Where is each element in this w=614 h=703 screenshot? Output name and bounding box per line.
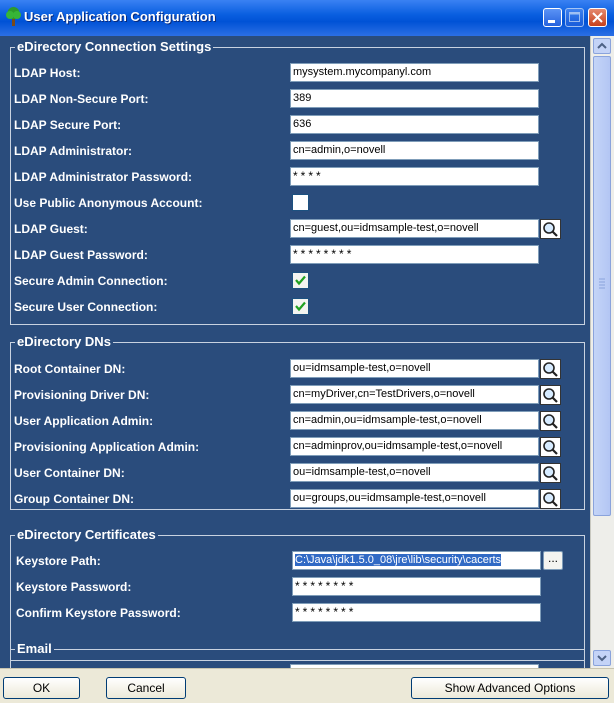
cancel-button[interactable]: Cancel bbox=[106, 677, 186, 699]
group-container-input[interactable]: ou=groups,ou=idmsample-test,o=novell bbox=[290, 489, 539, 508]
search-icon bbox=[541, 438, 560, 456]
grip-icon bbox=[594, 57, 610, 515]
provisioning-app-admin-input[interactable]: cn=adminprov,ou=idmsample-test,o=novell bbox=[290, 437, 539, 456]
ldap-secure-port-label: LDAP Secure Port: bbox=[14, 118, 122, 132]
provisioning-app-admin-search-button[interactable] bbox=[540, 437, 561, 457]
ldap-guest-password-label: LDAP Guest Password: bbox=[14, 248, 148, 262]
search-icon bbox=[541, 360, 560, 378]
ldap-guest-search-button[interactable] bbox=[540, 219, 561, 239]
provisioning-driver-input[interactable]: cn=myDriver,cn=TestDrivers,o=novell bbox=[290, 385, 539, 404]
window-title: User Application Configuration bbox=[24, 9, 216, 24]
scroll-up-icon bbox=[594, 39, 610, 53]
provisioning-driver-search-button[interactable] bbox=[540, 385, 561, 405]
ldap-nonsecure-port-label: LDAP Non-Secure Port: bbox=[14, 92, 149, 106]
ldap-host-label: LDAP Host: bbox=[14, 66, 81, 80]
confirm-keystore-password-label: Confirm Keystore Password: bbox=[16, 606, 181, 620]
root-container-label: Root Container DN: bbox=[14, 362, 126, 376]
search-icon bbox=[541, 386, 560, 404]
scroll-down-button[interactable] bbox=[593, 650, 611, 666]
vertical-scrollbar[interactable] bbox=[590, 36, 614, 668]
checkmark-icon bbox=[294, 274, 307, 287]
minimize-button[interactable] bbox=[543, 8, 562, 27]
maximize-button[interactable] bbox=[565, 8, 584, 27]
ldap-secure-port-input[interactable]: 636 bbox=[290, 115, 539, 134]
ldap-admin-password-label: LDAP Administrator Password: bbox=[14, 170, 193, 184]
user-app-admin-input[interactable]: cn=admin,ou=idmsample-test,o=novell bbox=[290, 411, 539, 430]
button-bar bbox=[0, 668, 614, 703]
ldap-admin-input[interactable]: cn=admin,o=novell bbox=[290, 141, 539, 160]
ok-button[interactable]: OK bbox=[3, 677, 80, 699]
search-icon bbox=[541, 220, 560, 238]
ldap-guest-password-input[interactable]: ******** bbox=[290, 245, 539, 264]
user-container-search-button[interactable] bbox=[540, 463, 561, 483]
provisioning-driver-label: Provisioning Driver DN: bbox=[14, 388, 150, 402]
show-advanced-options-button[interactable]: Show Advanced Options bbox=[411, 677, 609, 699]
secure-admin-connection-checkbox[interactable] bbox=[292, 272, 309, 289]
scroll-down-icon bbox=[594, 651, 610, 665]
keystore-path-input[interactable] bbox=[292, 551, 541, 570]
keystore-browse-button[interactable]: ... bbox=[543, 551, 563, 570]
provisioning-app-admin-label: Provisioning Application Admin: bbox=[14, 440, 200, 454]
close-icon bbox=[589, 9, 606, 26]
user-app-admin-search-button[interactable] bbox=[540, 411, 561, 431]
group-container-search-button[interactable] bbox=[540, 489, 561, 509]
secure-user-connection-checkbox[interactable] bbox=[292, 298, 309, 315]
search-icon bbox=[541, 464, 560, 482]
root-container-search-button[interactable] bbox=[540, 359, 561, 379]
keystore-path-label: Keystore Path: bbox=[16, 554, 101, 568]
title-bar[interactable] bbox=[0, 0, 614, 36]
maximize-icon bbox=[566, 9, 583, 26]
user-container-label: User Container DN: bbox=[14, 466, 125, 480]
minimize-icon bbox=[544, 9, 561, 26]
secure-admin-connection-label: Secure Admin Connection: bbox=[14, 274, 168, 288]
confirm-keystore-password-input[interactable]: ******** bbox=[292, 603, 541, 622]
scroll-thumb[interactable] bbox=[593, 56, 611, 516]
tree-icon bbox=[4, 6, 22, 26]
ldap-admin-password-input[interactable]: **** bbox=[290, 167, 539, 186]
close-button[interactable] bbox=[588, 8, 607, 27]
ldap-guest-input[interactable]: cn=guest,ou=idmsample-test,o=novell bbox=[290, 219, 539, 238]
section-title-certificates: eDirectory Certificates bbox=[17, 527, 156, 542]
ldap-host-input[interactable]: mysystem.mycompanyl.com bbox=[290, 63, 539, 82]
secure-user-connection-label: Secure User Connection: bbox=[14, 300, 158, 314]
user-app-admin-label: User Application Admin: bbox=[14, 414, 154, 428]
use-public-anonymous-checkbox[interactable] bbox=[292, 194, 309, 211]
checkmark-icon bbox=[294, 300, 307, 313]
scroll-up-button[interactable] bbox=[593, 38, 611, 54]
keystore-password-input[interactable]: ******** bbox=[292, 577, 541, 596]
section-title-connection: eDirectory Connection Settings bbox=[17, 39, 212, 54]
use-public-anonymous-label: Use Public Anonymous Account: bbox=[14, 196, 203, 210]
ldap-admin-label: LDAP Administrator: bbox=[14, 144, 133, 158]
ldap-nonsecure-port-input[interactable]: 389 bbox=[290, 89, 539, 108]
keystore-password-label: Keystore Password: bbox=[16, 580, 132, 594]
search-icon bbox=[541, 412, 560, 430]
group-container-label: Group Container DN: bbox=[14, 492, 134, 506]
user-container-input[interactable]: ou=idmsample-test,o=novell bbox=[290, 463, 539, 482]
section-title-email: Email bbox=[17, 641, 52, 656]
keystore-path-value: C:\Java\jdk1.5.0_08\jre\lib\security\cacerts bbox=[295, 554, 502, 566]
root-container-input[interactable]: ou=idmsample-test,o=novell bbox=[290, 359, 539, 378]
config-panel bbox=[0, 36, 590, 668]
ldap-guest-label: LDAP Guest: bbox=[14, 222, 88, 236]
section-title-dns: eDirectory DNs bbox=[17, 334, 111, 349]
search-icon bbox=[541, 490, 560, 508]
